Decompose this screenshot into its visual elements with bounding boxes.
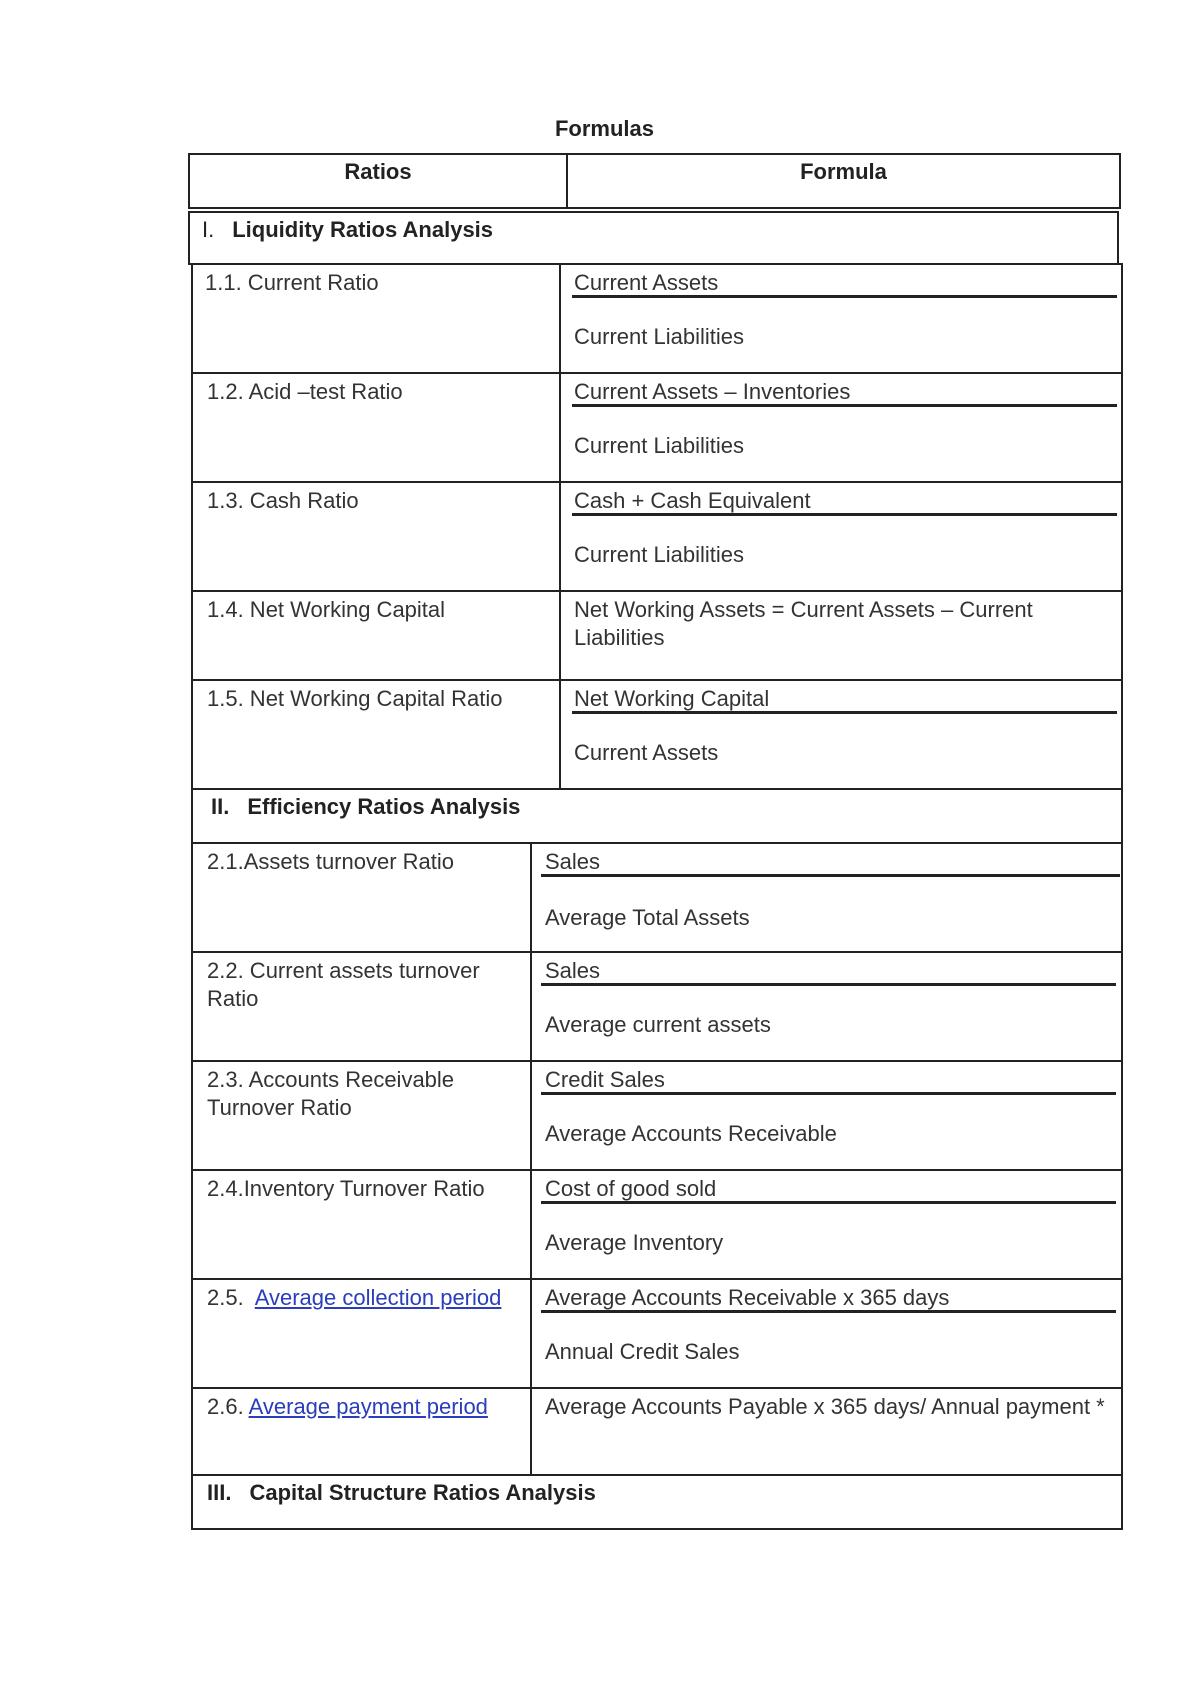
table-row <box>191 1060 1123 1171</box>
formula-denominator: Average Inventory <box>545 1230 724 1255</box>
section-capital-structure <box>191 1474 1123 1530</box>
column-header-ratios: Ratios <box>189 154 567 208</box>
ratio-name <box>207 1393 527 1421</box>
page-title: Formulas <box>554 116 655 141</box>
section-numeral: III. <box>207 1480 232 1505</box>
formula-text: Net Working Assets = Current Assets – Current Liabilities <box>574 597 1033 650</box>
formula-numerator: Net Working Capital <box>574 686 770 711</box>
section-numeral: I. <box>202 217 215 242</box>
average-collection-period-link[interactable]: Average collection period <box>254 1285 502 1310</box>
table-row <box>191 679 1123 790</box>
fraction-line <box>572 513 1117 516</box>
table-row <box>191 842 1123 953</box>
table-row <box>191 1169 1123 1280</box>
formula-numerator: Cost of good sold <box>545 1176 717 1201</box>
fraction-line <box>541 983 1116 986</box>
table-row <box>191 481 1123 592</box>
ratio-name: 2.2. Current assets turnover Ratio <box>207 958 480 1011</box>
ratio-name: 1.3. Cash Ratio <box>207 488 359 513</box>
average-payment-period-link[interactable]: Average payment period <box>248 1394 488 1419</box>
table-row <box>191 951 1123 1062</box>
fraction-line <box>541 874 1120 877</box>
formula-numerator: Sales <box>545 958 601 983</box>
column-header-formula: Formula <box>567 154 1120 208</box>
table-row <box>191 1387 1123 1476</box>
formula-denominator: Current Liabilities <box>574 542 744 567</box>
table-row <box>191 590 1123 681</box>
section-label: Liquidity Ratios Analysis <box>232 217 494 242</box>
formula-numerator: Sales <box>545 849 601 874</box>
formula-text: Average Accounts Payable x 365 days/ Annual payment * <box>545 1394 1105 1419</box>
section-label: Capital Structure Ratios Analysis <box>249 1480 596 1505</box>
ratio-name: 1.4. Net Working Capital <box>207 597 446 622</box>
formula-numerator: Average Accounts Receivable x 365 days <box>545 1285 950 1310</box>
formula-denominator: Average current assets <box>545 1012 771 1037</box>
table-row <box>191 1278 1123 1389</box>
section-liquidity <box>188 211 1119 265</box>
ratio-number: 2.6. <box>207 1394 244 1419</box>
formula-numerator: Cash + Cash Equivalent <box>574 488 811 513</box>
fraction-line <box>572 295 1117 298</box>
fraction-line <box>572 711 1117 714</box>
ratio-name <box>207 1284 525 1312</box>
ratio-name: 1.5. Net Working Capital Ratio <box>207 686 503 711</box>
formula-denominator: Annual Credit Sales <box>545 1339 740 1364</box>
section-numeral: II. <box>211 794 230 819</box>
ratio-number: 2.5. <box>207 1285 244 1310</box>
fraction-line <box>541 1201 1116 1204</box>
section-efficiency <box>191 788 1123 844</box>
fraction-line <box>541 1092 1116 1095</box>
formula-numerator: Credit Sales <box>545 1067 665 1092</box>
formula-denominator: Current Liabilities <box>574 324 744 349</box>
fraction-line <box>572 404 1117 407</box>
formula-denominator: Average Accounts Receivable <box>545 1121 837 1146</box>
ratio-name: 2.3. Accounts Receivable Turnover Ratio <box>207 1067 455 1120</box>
ratio-name: 1.2. Acid –test Ratio <box>207 379 403 404</box>
formula-denominator: Current Liabilities <box>574 433 744 458</box>
formula-numerator: Current Assets <box>574 270 719 295</box>
ratio-name: 1.1. Current Ratio <box>205 270 379 295</box>
table-header <box>188 153 1121 209</box>
table-row <box>191 372 1123 483</box>
fraction-line <box>541 1310 1116 1313</box>
ratio-name: 2.1.Assets turnover Ratio <box>207 849 455 874</box>
ratio-name: 2.4.Inventory Turnover Ratio <box>207 1176 485 1201</box>
formula-numerator: Current Assets – Inventories <box>574 379 851 404</box>
section-label: Efficiency Ratios Analysis <box>247 794 521 819</box>
formula-denominator: Average Total Assets <box>545 905 750 930</box>
formula-denominator: Current Assets <box>574 740 719 765</box>
table-row <box>191 263 1123 374</box>
